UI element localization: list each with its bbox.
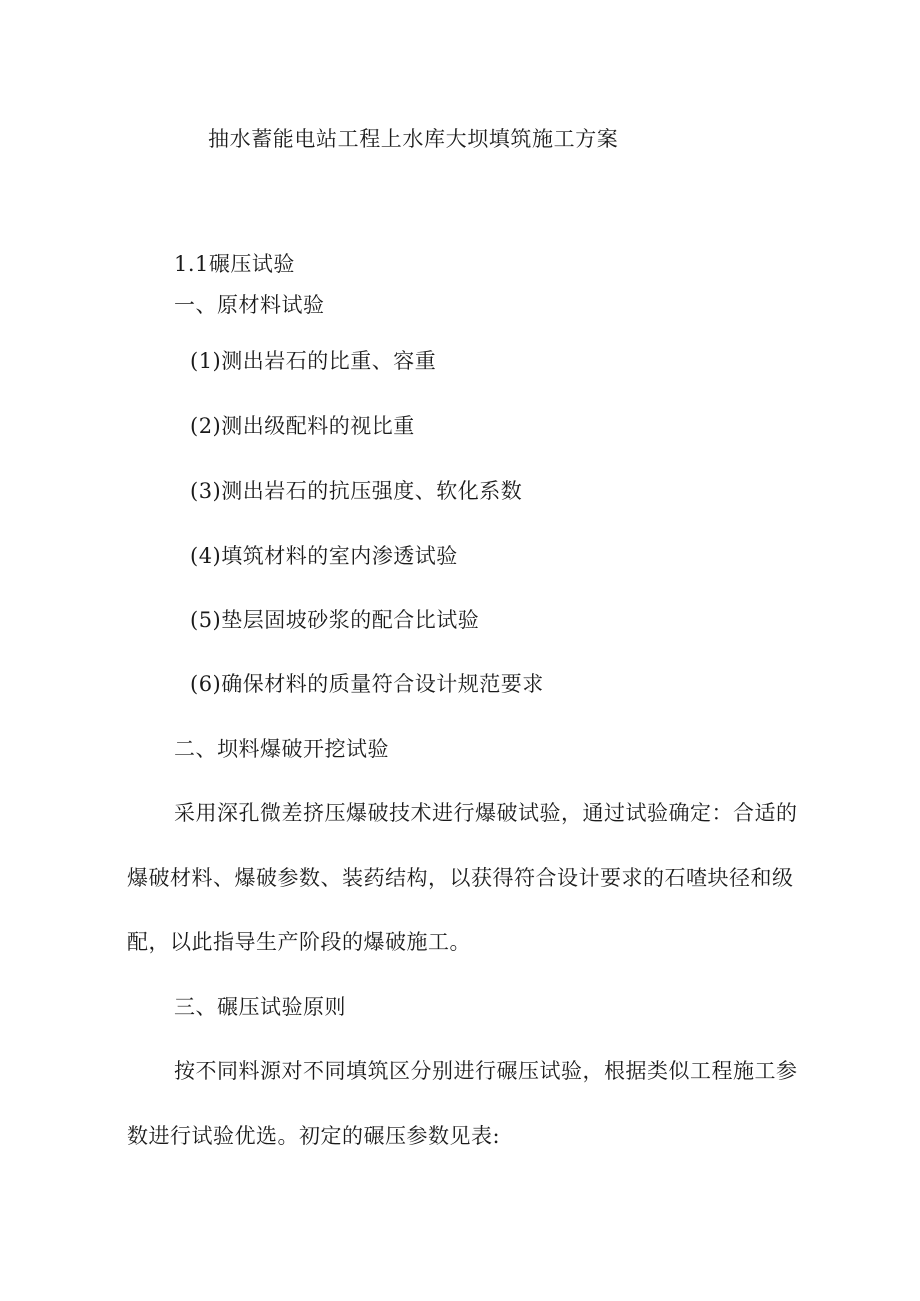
paragraph-line: 数进行试验优选。初定的碾压参数见表: <box>127 1124 501 1148</box>
list-item: (3)测出岩石的抗压强度、软化系数 <box>190 479 523 503</box>
list-item: (4)填筑材料的室内渗透试验 <box>190 544 458 568</box>
subsection-heading-raw-material-test: 一、原材料试验 <box>174 293 325 317</box>
section-heading: 1.1碾压试验 <box>174 252 295 276</box>
list-item: (2)测出级配料的视比重 <box>190 414 415 438</box>
list-item: (6)确保材料的质量符合设计规范要求 <box>190 672 544 696</box>
list-item: (5)垫层固坡砂浆的配合比试验 <box>190 608 480 632</box>
paragraph-line: 采用深孔微差挤压爆破技术进行爆破试验，通过试验确定：合适的 <box>174 801 798 825</box>
document-title: 抽水蓄能电站工程上水库大坝填筑施工方案 <box>208 127 619 151</box>
subsection-heading-blasting-test: 二、坝料爆破开挖试验 <box>174 737 389 761</box>
paragraph-line: 爆破材料、爆破参数、装药结构，以获得符合设计要求的石喳块径和级 <box>127 866 794 890</box>
paragraph-line: 按不同料源对不同填筑区分别进行碾压试验，根据类似工程施工参 <box>174 1059 798 1083</box>
subsection-heading-compaction-principle: 三、碾压试验原则 <box>174 995 346 1019</box>
list-item: (1)测出岩石的比重、容重 <box>190 349 437 373</box>
paragraph-line: 配，以此指导生产阶段的爆破施工。 <box>127 930 471 954</box>
